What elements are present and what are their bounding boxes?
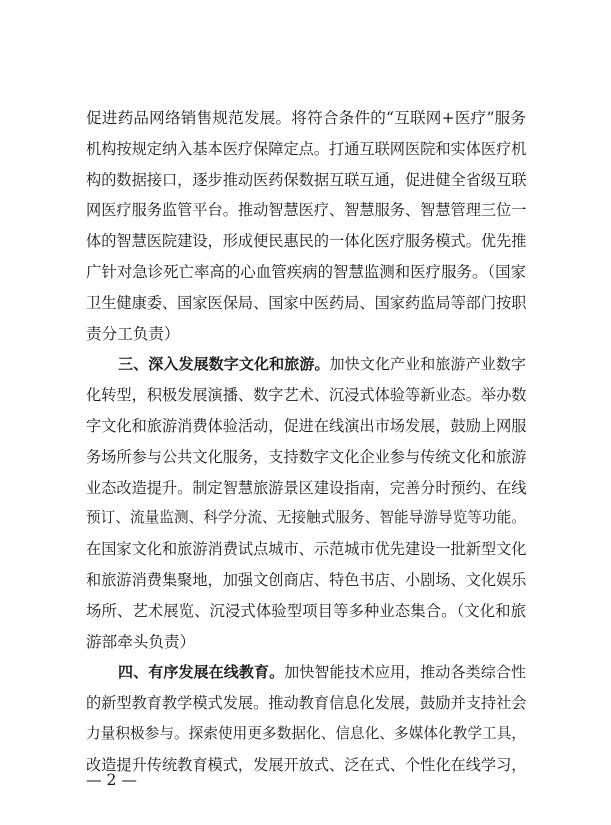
text-line: 责分工负责） xyxy=(86,325,180,343)
text-line: 的新型教育教学模式发展。推动教育信息化发展，鼓励并支持社会 xyxy=(86,694,526,712)
text-line: 体的智慧医院建设，形成便民惠民的一体化医疗服务模式。优先推 xyxy=(86,232,526,250)
section-3-heading: 三、深入发展数字文化和旅游。 xyxy=(118,355,330,373)
text-line: 机构按规定纳入基本医疗保障定点。打通互联网医院和实体医疗机 xyxy=(86,140,526,158)
text-line: 游部牵头负责） xyxy=(86,633,196,651)
text-line: 促进药品网络销售规范发展。将符合条件的“互联网+医疗”服务 xyxy=(86,109,526,127)
page-number: — 2 — xyxy=(86,771,138,789)
section-4-first-line-text: 加快智能技术应用，推动各类综合性 xyxy=(284,663,526,681)
text-line: 在国家文化和旅游消费试点城市、示范城市优先建设一批新型文化 xyxy=(86,540,526,558)
text-line: 改造提升传统教育模式，发展开放式、泛在式、个性化在线学习， xyxy=(86,756,526,774)
text-line: 字文化和旅游消费体验活动，促进在线演出市场发展，鼓励上网服 xyxy=(86,417,526,435)
text-line: 务场所参与公共文化服务，支持数字文化企业参与传统文化和旅游 xyxy=(86,448,526,466)
section-3-first-line-text: 加快文化产业和旅游产业数字 xyxy=(329,355,526,373)
text-line: 力量积极参与。探索使用更多数据化、信息化、多媒体化教学工具， xyxy=(86,725,526,742)
text-line: 构的数据接口，逐步推动医药保数据互联互通，促进健全省级互联 xyxy=(86,171,526,189)
text-line: 预订、流量监测、科学分流、无接触式服务、智能导游导览等功能。 xyxy=(86,509,526,526)
text-line: 化转型，积极发展演播、数字艺术、沉浸式体验等新业态。举办数 xyxy=(86,386,526,404)
section-4-heading: 四、有序发展在线教育。 xyxy=(118,663,285,681)
text-line: 场所、艺术展览、沉浸式体验型项目等多种业态集合。（文化和旅 xyxy=(86,602,526,620)
section-4-first-line xyxy=(118,660,526,684)
text-line: 广针对急诊死亡率高的心血管疾病的智慧监测和医疗服务。（国家 xyxy=(86,263,526,281)
text-line: 网医疗服务监管平台。推动智慧医疗、智慧服务、智慧管理三位一 xyxy=(86,201,526,219)
text-line: 业态改造提升。制定智慧旅游景区建设指南，完善分时预约、在线 xyxy=(86,479,526,497)
text-line: 卫生健康委、国家医保局、国家中医药局、国家药监局等部门按职 xyxy=(86,294,526,312)
section-3-first-line xyxy=(118,352,526,376)
text-line: 和旅游消费集聚地，加强文创商店、特色书店、小剧场、文化娱乐 xyxy=(86,571,526,589)
